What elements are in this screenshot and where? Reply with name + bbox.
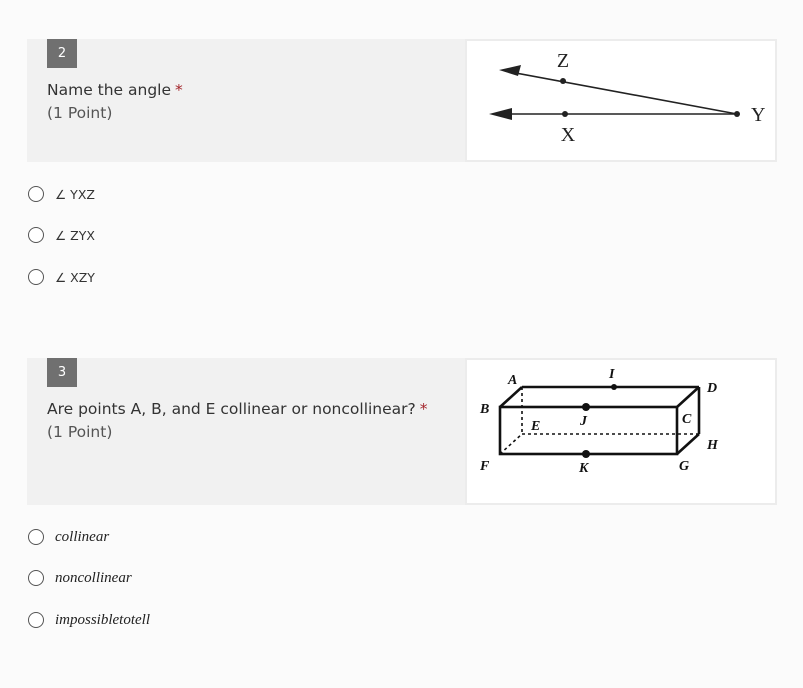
- label-x: X: [560, 124, 576, 146]
- label-b: B: [480, 402, 490, 417]
- radio-button[interactable]: [28, 612, 44, 628]
- required-mark: *: [419, 400, 428, 418]
- ray-yz: [505, 71, 737, 114]
- radio-button[interactable]: [28, 570, 44, 586]
- point-i: [611, 384, 617, 390]
- required-mark: *: [175, 81, 183, 99]
- point-z: [560, 78, 566, 84]
- label-z: Z: [556, 50, 570, 72]
- option-1[interactable]: [28, 526, 109, 548]
- ray-yz-arrow: [499, 65, 521, 76]
- question-title: [47, 81, 183, 99]
- question-title-text: Are points A, B, and E collinear or noncollinear?: [47, 400, 416, 418]
- angle-figure: [467, 41, 775, 160]
- label-d: D: [707, 381, 718, 396]
- question-title: [47, 400, 428, 418]
- label-g: G: [679, 459, 690, 474]
- label-a: A: [508, 373, 518, 388]
- hidden-edge-fe: [500, 434, 522, 454]
- radio-button[interactable]: [28, 529, 44, 545]
- ray-yx-arrow: [489, 108, 512, 120]
- option-label: noncollinear: [55, 569, 132, 586]
- radio-button[interactable]: [28, 186, 44, 202]
- label-c: C: [682, 412, 692, 427]
- label-j: J: [580, 414, 587, 429]
- question-3-card: [27, 358, 777, 505]
- label-f: F: [480, 459, 490, 474]
- point-y: [734, 111, 740, 117]
- question-number: 3: [47, 358, 77, 387]
- question-2-card: [27, 39, 777, 162]
- question-points: (1 Point): [47, 104, 113, 122]
- label-k: K: [579, 461, 589, 476]
- option-3[interactable]: [28, 266, 95, 288]
- option-label: collinear: [55, 528, 110, 545]
- question-image: [465, 39, 777, 162]
- option-label: impossibletotell: [55, 611, 150, 628]
- label-y: Y: [751, 104, 766, 126]
- edge-cd: [677, 387, 699, 407]
- point-j: [582, 403, 590, 411]
- question-points: (1 Point): [47, 423, 113, 441]
- edge-gh: [677, 434, 699, 454]
- question-number: 2: [47, 39, 77, 68]
- option-3[interactable]: [28, 609, 150, 631]
- edge-ba: [500, 387, 522, 407]
- option-label: ∠ YXZ: [55, 186, 95, 202]
- label-i: I: [609, 367, 615, 382]
- radio-button[interactable]: [28, 227, 44, 243]
- prism-figure: [467, 360, 775, 503]
- point-x: [562, 111, 568, 117]
- option-label: ∠ ZYX: [55, 227, 95, 243]
- option-label: ∠ XZY: [55, 269, 95, 285]
- label-e: E: [531, 419, 541, 434]
- label-h: H: [707, 438, 718, 453]
- question-title-text: Name the angle: [47, 81, 172, 99]
- front-face: [500, 407, 677, 454]
- radio-button[interactable]: [28, 269, 44, 285]
- point-k: [582, 450, 590, 458]
- option-1[interactable]: [28, 183, 95, 205]
- option-2[interactable]: [28, 567, 132, 589]
- option-2[interactable]: [28, 224, 95, 246]
- question-image: [465, 358, 777, 505]
